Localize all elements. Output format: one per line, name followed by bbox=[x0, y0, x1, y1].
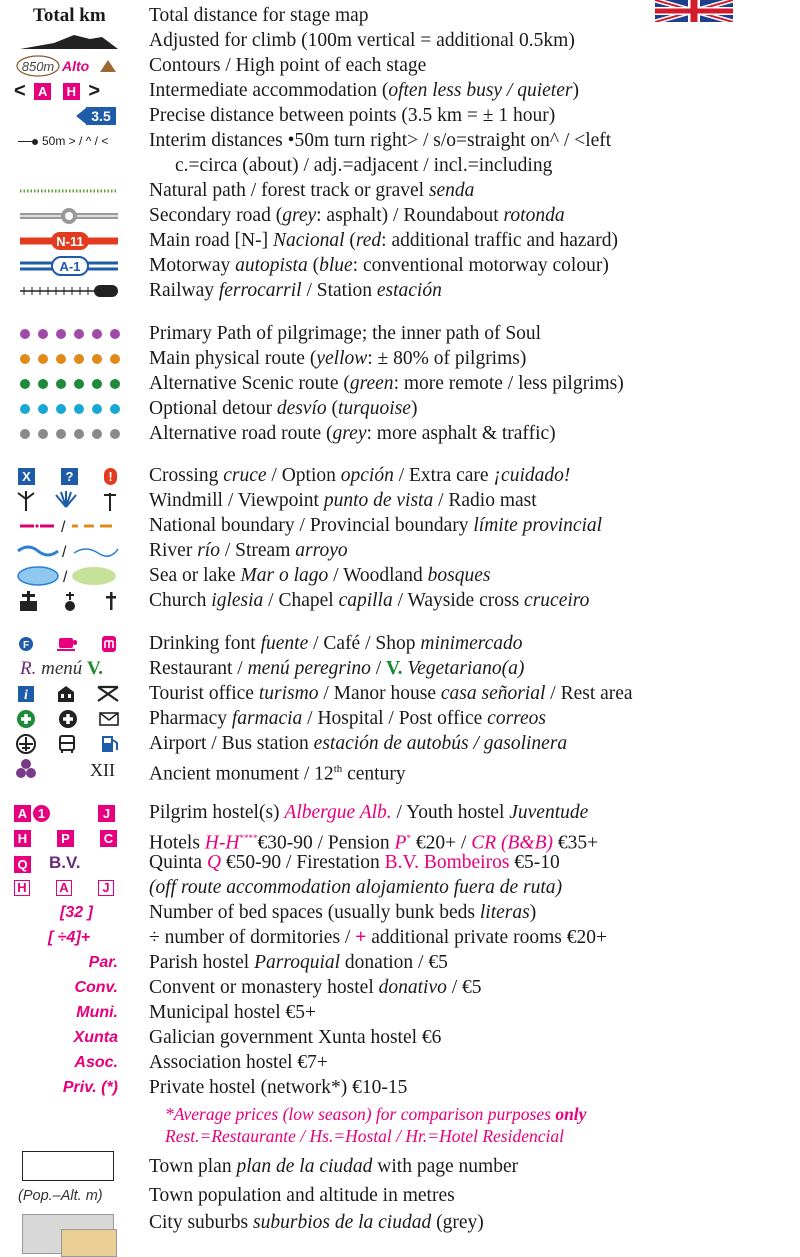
albergue-icon: A bbox=[34, 83, 51, 100]
town-plan-box bbox=[22, 1151, 114, 1181]
assoc-label: Asoc. bbox=[74, 1054, 118, 1071]
restaurant-label: R. bbox=[20, 658, 37, 679]
interim-icon bbox=[18, 129, 128, 153]
crossing-icons bbox=[18, 464, 128, 488]
airport-text: Airport / Bus station estación de autobús / gasolinera bbox=[149, 733, 568, 754]
boundary-text: National boundary / Provincial boundary límite provincial bbox=[149, 515, 603, 536]
quinta-icon: Q bbox=[14, 856, 31, 873]
pharmacy-text: Pharmacy farmacia / Hospital / Post office correos bbox=[149, 708, 547, 729]
main-road-badge: N-11 bbox=[56, 234, 84, 249]
intermediate-icon bbox=[14, 79, 124, 103]
railway-icon bbox=[14, 279, 124, 303]
suburbs-box bbox=[22, 1214, 114, 1254]
svg-text:/: / bbox=[63, 569, 68, 586]
natural-path-icon bbox=[14, 179, 124, 203]
right-arrow: > bbox=[88, 80, 101, 102]
restaurant-icons bbox=[20, 657, 130, 681]
bus-station-icon bbox=[60, 736, 74, 753]
dorms-label: [ ÷4]+ bbox=[48, 929, 91, 946]
vegetarian-label: V. bbox=[87, 658, 104, 679]
primary-text: Primary Path of pilgrimage; the inner path of Soul bbox=[149, 323, 542, 344]
firestation-label: B.V. bbox=[49, 853, 81, 872]
main-route-dots bbox=[20, 347, 130, 371]
alt-road-text: Alternative road route (grey: more asphalt & traffic) bbox=[149, 423, 556, 444]
pension-icon: P bbox=[57, 830, 74, 847]
svg-text:/: / bbox=[61, 519, 66, 536]
church-icons bbox=[14, 589, 124, 613]
dorms-text: ÷ number of dormitories / + additional private rooms €20+ bbox=[149, 927, 607, 948]
offroute-hotel-icon: H bbox=[14, 880, 30, 896]
tourist-text: Tourist office turismo / Manor house casa señorial / Rest area bbox=[149, 683, 633, 704]
radio-mast-icon bbox=[104, 493, 116, 511]
font-cafe-shop-icons bbox=[14, 632, 124, 656]
total-km-label: Total km bbox=[33, 5, 106, 26]
main-road-text: Main road [N-] Nacional (red: additional traffic and hazard) bbox=[149, 230, 618, 251]
quinta-icons bbox=[14, 851, 124, 875]
detour-dots bbox=[20, 397, 130, 421]
ancient-monument-icon bbox=[16, 759, 36, 778]
river-icon bbox=[14, 539, 124, 563]
uk-flag-icon bbox=[655, 0, 733, 22]
climb-text: Adjusted for climb (100m vertical = additional 0.5km) bbox=[149, 30, 575, 51]
boundary-icon bbox=[14, 514, 124, 538]
natural-text: Natural path / forest track or gravel senda bbox=[149, 180, 475, 201]
intermediate-text: Intermediate accommodation (often less busy / quieter) bbox=[149, 80, 579, 101]
alt-scenic-dots bbox=[20, 372, 130, 396]
alt-scenic-text: Alternative Scenic route (green: more remote / less pilgrims) bbox=[149, 373, 624, 394]
albergue-count-icon: 1 bbox=[33, 805, 50, 822]
offroute-text: (off route accommodation alojamiento fuera de ruta) bbox=[149, 877, 563, 898]
offroute-albergue-icon: A bbox=[56, 880, 72, 896]
left-arrow: < bbox=[14, 80, 26, 102]
tourist-office-icon: i bbox=[24, 688, 28, 703]
contours-text: Contours / High point of each stage bbox=[149, 55, 427, 76]
abbreviation-note: Rest.=Restaurante / Hs.=Hostal / Hr.=Hotel Residencial bbox=[165, 1126, 564, 1146]
airport-icons bbox=[14, 732, 124, 756]
hospital-icon bbox=[59, 710, 77, 728]
cafe-icon bbox=[57, 638, 77, 651]
font-icon: F bbox=[22, 640, 30, 651]
municipal-text: Municipal hostel €5+ bbox=[149, 1002, 316, 1023]
albergue-box-icon: A bbox=[14, 805, 31, 822]
hostel-icons bbox=[14, 801, 124, 825]
monument-text: Ancient monument / 12th century bbox=[149, 763, 406, 785]
contour-alto-label: Alto bbox=[62, 58, 90, 74]
offroute-youth-icon: J bbox=[98, 880, 114, 896]
airport-icon bbox=[17, 735, 35, 753]
suburbs-text: City suburbs suburbios de la ciudad (grey) bbox=[149, 1212, 484, 1233]
secondary-road-icon bbox=[14, 204, 124, 228]
tourist-icons bbox=[14, 682, 124, 706]
hotels-text: Hotels H-H****€30-90 / Pension P* €20+ / CR (B&B) €35+ bbox=[149, 832, 599, 854]
motorway-badge: A-1 bbox=[59, 259, 81, 274]
century-label: XII bbox=[90, 760, 115, 780]
contour-icon bbox=[14, 54, 124, 78]
secondary-text: Secondary road (grey: asphalt) / Roundabout rotonda bbox=[149, 205, 565, 226]
convent-text: Convent or monastery hostel donativo / €5 bbox=[149, 977, 482, 998]
font-text: Drinking font fuente / Café / Shop minimercado bbox=[149, 633, 523, 654]
motorway-icon bbox=[14, 254, 124, 278]
extra-care-icon: ! bbox=[104, 468, 117, 485]
offroute-icons bbox=[14, 876, 124, 900]
windmill-text: Windmill / Viewpoint punto de vista / Radio mast bbox=[149, 490, 537, 511]
windmill-icon bbox=[18, 491, 34, 511]
distance-marker-value: 3.5 bbox=[91, 108, 111, 124]
church-text: Church iglesia / Chapel capilla / Wayside cross cruceiro bbox=[149, 590, 590, 611]
shop-icon bbox=[102, 636, 116, 652]
monument-icons bbox=[14, 757, 124, 781]
population-text: Town population and altitude in metres bbox=[149, 1185, 455, 1206]
interim-symbol: 50m > / ^ / < bbox=[42, 134, 109, 148]
assoc-text: Association hostel €7+ bbox=[149, 1052, 328, 1073]
menu-label: menú bbox=[41, 658, 83, 679]
pharmacy-icon bbox=[17, 710, 35, 728]
motorway-text: Motorway autopista (blue: conventional motorway colour) bbox=[149, 255, 609, 276]
hotel-box-icon: H bbox=[14, 830, 31, 847]
mountain-icon bbox=[14, 29, 124, 53]
hotel-icon: H bbox=[63, 83, 80, 100]
railway-text: Railway ferrocarril / Station estación bbox=[149, 280, 442, 301]
price-note: *Average prices (low season) for comparison purposes only bbox=[165, 1104, 587, 1124]
viewpoint-icon bbox=[56, 491, 76, 507]
beds-label: [32 ] bbox=[60, 904, 93, 921]
petrol-station-icon bbox=[102, 736, 117, 752]
contour-alt-label: 850m bbox=[21, 59, 55, 74]
alt-road-dots bbox=[20, 422, 130, 446]
sea-icon bbox=[14, 564, 124, 588]
main-route-text: Main physical route (yellow: ± 80% of pilgrims) bbox=[149, 348, 527, 369]
xunta-text: Galician government Xunta hostel €6 bbox=[149, 1027, 442, 1048]
manor-house-icon bbox=[58, 686, 74, 702]
crossing-icon: X bbox=[18, 468, 35, 485]
chapel-icon bbox=[65, 592, 75, 611]
parish-text: Parish hostel Parroquial donation / €5 bbox=[149, 952, 448, 973]
restaurant-text: Restaurant / menú peregrino / V. Vegetariano(a) bbox=[149, 658, 525, 679]
crossing-text: Crossing cruce / Option opción / Extra care ¡cuidado! bbox=[149, 465, 571, 486]
casa-rural-icon: C bbox=[100, 830, 117, 847]
svg-text:/: / bbox=[62, 544, 67, 561]
parish-label: Par. bbox=[88, 954, 118, 971]
rest-area-icon bbox=[98, 687, 118, 701]
primary-path-dots bbox=[20, 322, 130, 346]
detour-text: Optional detour desvío (turquoise) bbox=[149, 398, 418, 419]
post-office-icon bbox=[100, 713, 118, 725]
interim-text: Interim distances •50m turn right> / s/o=straight on^ / <left bbox=[149, 130, 612, 151]
windmill-icons bbox=[14, 489, 124, 513]
beds-text: Number of bed spaces (usually bunk beds literas) bbox=[149, 902, 537, 923]
main-road-icon bbox=[14, 229, 124, 253]
church-icon bbox=[20, 591, 37, 611]
hotel-icons bbox=[14, 826, 124, 850]
private-label: Priv. (*) bbox=[62, 1079, 118, 1096]
precise-text: Precise distance between points (3.5 km = ± 1 hour) bbox=[149, 105, 556, 126]
distance-marker-icon bbox=[14, 104, 124, 128]
quinta-text: Quinta Q €50-90 / Firestation B.V. Bombeiros €5-10 bbox=[149, 852, 560, 873]
hostel-text: Pilgrim hostel(s) Albergue Alb. / Youth hostel Juventude bbox=[149, 802, 589, 823]
municipal-label: Muni. bbox=[76, 1004, 118, 1021]
wayside-cross-icon bbox=[106, 592, 116, 610]
option-icon: ? bbox=[61, 468, 78, 485]
river-text: River río / Stream arroyo bbox=[149, 540, 348, 561]
private-text: Private hostel (network*) €10-15 bbox=[149, 1077, 408, 1098]
xunta-label: Xunta bbox=[73, 1029, 118, 1046]
town-plan-text: Town plan plan de la ciudad with page number bbox=[149, 1156, 519, 1177]
youth-hostel-icon: J bbox=[98, 805, 115, 822]
sea-text: Sea or lake Mar o lago / Woodland bosques bbox=[149, 565, 491, 586]
pharmacy-icons bbox=[14, 707, 124, 731]
convent-label: Conv. bbox=[74, 979, 118, 996]
interim-text-2: c.=circa (about) / adj.=adjacent / incl.=including bbox=[175, 155, 553, 176]
total-km-text: Total distance for stage map bbox=[149, 5, 369, 26]
population-label: (Pop.–Alt. m) bbox=[18, 1188, 103, 1204]
